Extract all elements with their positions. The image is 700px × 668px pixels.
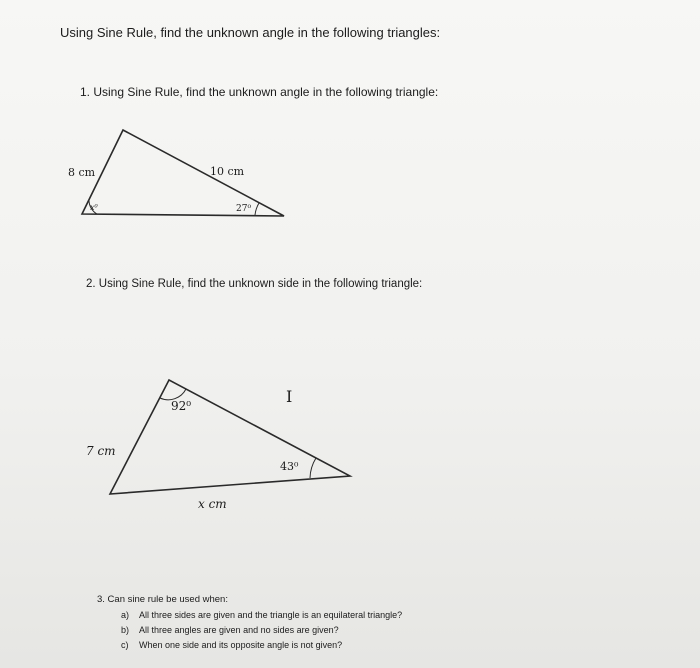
triangle-1-side-left-label: 8 cm (68, 166, 96, 179)
option-a-letter: a) (121, 610, 130, 620)
option-b-letter: b) (121, 625, 130, 635)
question-2-text: 2. Using Sine Rule, find the unknown side in the following triangle: (86, 278, 423, 290)
option-c-letter: c) (121, 640, 129, 650)
triangle-2-angle-right-arc (310, 458, 316, 478)
triangle-1-side-right-label: 10 cm (210, 165, 245, 178)
triangle-1-angle-right-arc (255, 203, 259, 215)
question-3-option-a (121, 610, 402, 620)
triangle-1-angle-right-label: 27⁰ (236, 204, 252, 214)
triangle-1-outline (82, 130, 284, 216)
option-a-text: All three sides are given and the triangle is an equilateral triangle? (139, 610, 403, 620)
triangle-2-side-left-label: 7 cm (86, 444, 116, 458)
question-1-text: 1. Using Sine Rule, find the unknown angle in the following triangle: (80, 85, 439, 99)
triangle-2 (86, 380, 350, 511)
page-heading: Using Sine Rule, find the unknown angle in the following triangles: (60, 25, 441, 40)
question-3-text: 3. Can sine rule be used when: (97, 594, 228, 605)
triangle-1 (68, 130, 284, 216)
triangle-2-side-bottom-label: x cm (198, 497, 227, 511)
option-c-text: When one side and its opposite angle is not given? (139, 640, 343, 650)
triangle-1-angle-x-label: x⁰ (90, 203, 98, 212)
text-cursor-icon: I (286, 387, 293, 406)
question-3-option-c (121, 640, 342, 650)
triangle-2-angle-top-label: 92⁰ (171, 399, 192, 413)
option-b-text: All three angles are given and no sides are given? (139, 625, 339, 635)
triangle-2-outline (110, 380, 350, 494)
triangle-2-angle-right-label: 43⁰ (280, 460, 299, 473)
question-3-option-b (121, 625, 339, 635)
